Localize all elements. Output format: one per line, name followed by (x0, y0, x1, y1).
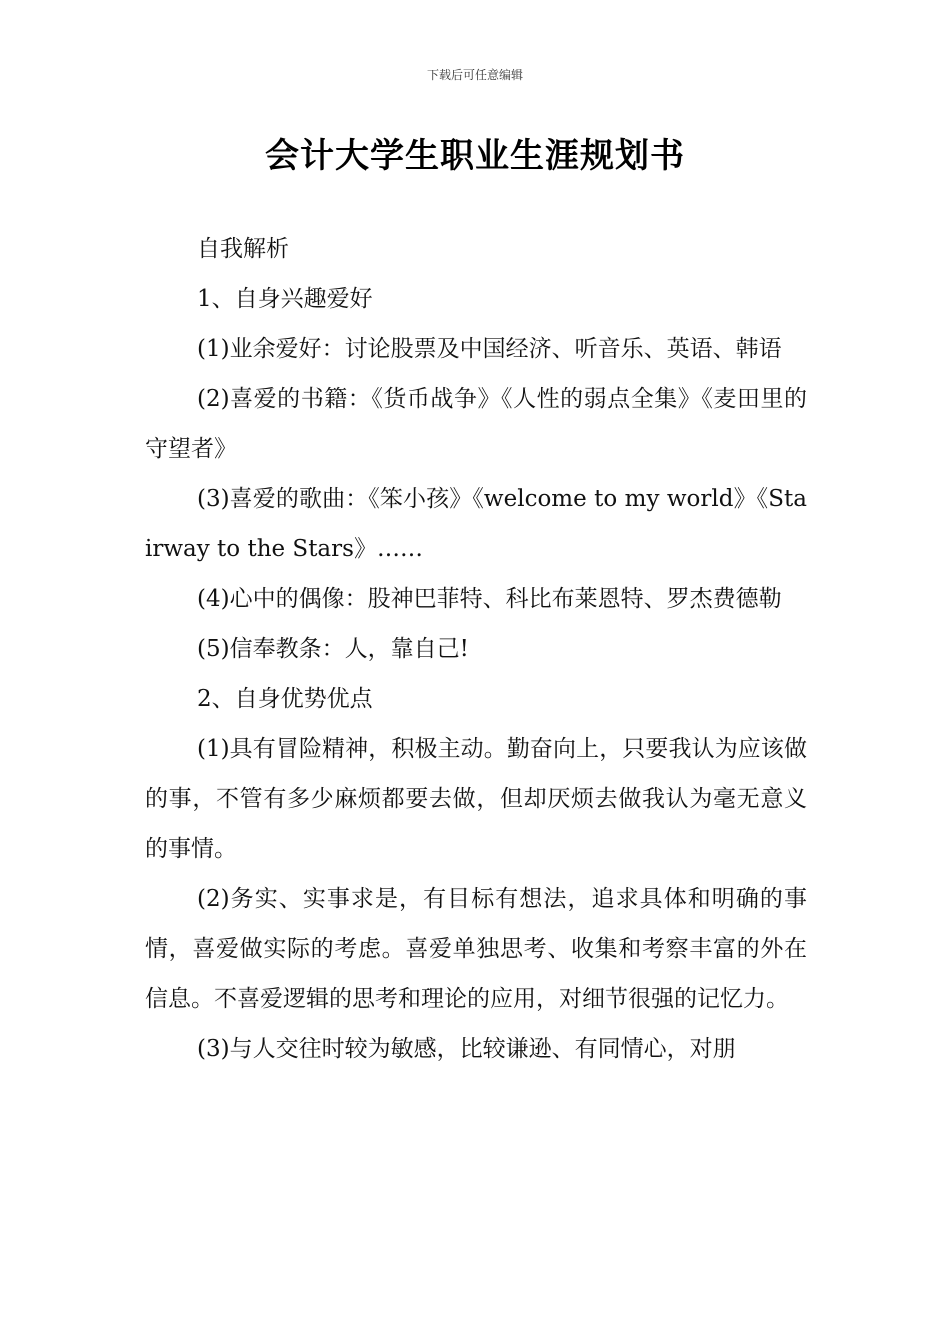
document-title: 会计大学生职业生涯规划书 (265, 136, 685, 176)
paragraph-section-heading: 自我解析 (197, 236, 289, 262)
paragraph-motto: (5)信奉教条：人，靠自己! (197, 636, 469, 662)
paragraph-strengths-heading: 2、自身优势优点 (197, 686, 373, 712)
paragraph-songs: (3)喜爱的歌曲：《笨小孩》《welcome to my world》《Stairway to the Stars》…… (145, 486, 807, 562)
paragraph-strength-3: (3)与人交往时较为敏感，比较谦逊、有同情心，对朋 (197, 1036, 736, 1062)
paragraph-books: (2)喜爱的书籍：《货币战争》《人性的弱点全集》《麦田里的守望者》 (145, 386, 807, 462)
paragraph-strength-1: (1)具有冒险精神，积极主动。勤奋向上，只要我认为应该做的事，不管有多少麻烦都要去做，但却厌烦去做我认为毫无意义的事情。 (145, 736, 807, 862)
paragraph-interests-heading: 1、自身兴趣爱好 (197, 286, 373, 312)
paragraph-strength-2: (2)务实、实事求是，有目标有想法，追求具体和明确的事情，喜爱做实际的考虑。喜爱单独思考、收集和考察丰富的外在信息。不喜爱逻辑的思考和理论的应用，对细节很强的记忆力。 (145, 886, 807, 1012)
header-note: 下载后可任意编辑 (426, 68, 523, 82)
paragraph-hobbies: (1)业余爱好：讨论股票及中国经济、听音乐、英语、韩语 (197, 336, 782, 362)
paragraph-idols: (4)心中的偶像：股神巴菲特、科比布莱恩特、罗杰费德勒 (197, 586, 782, 612)
document-body (145, 224, 807, 1074)
